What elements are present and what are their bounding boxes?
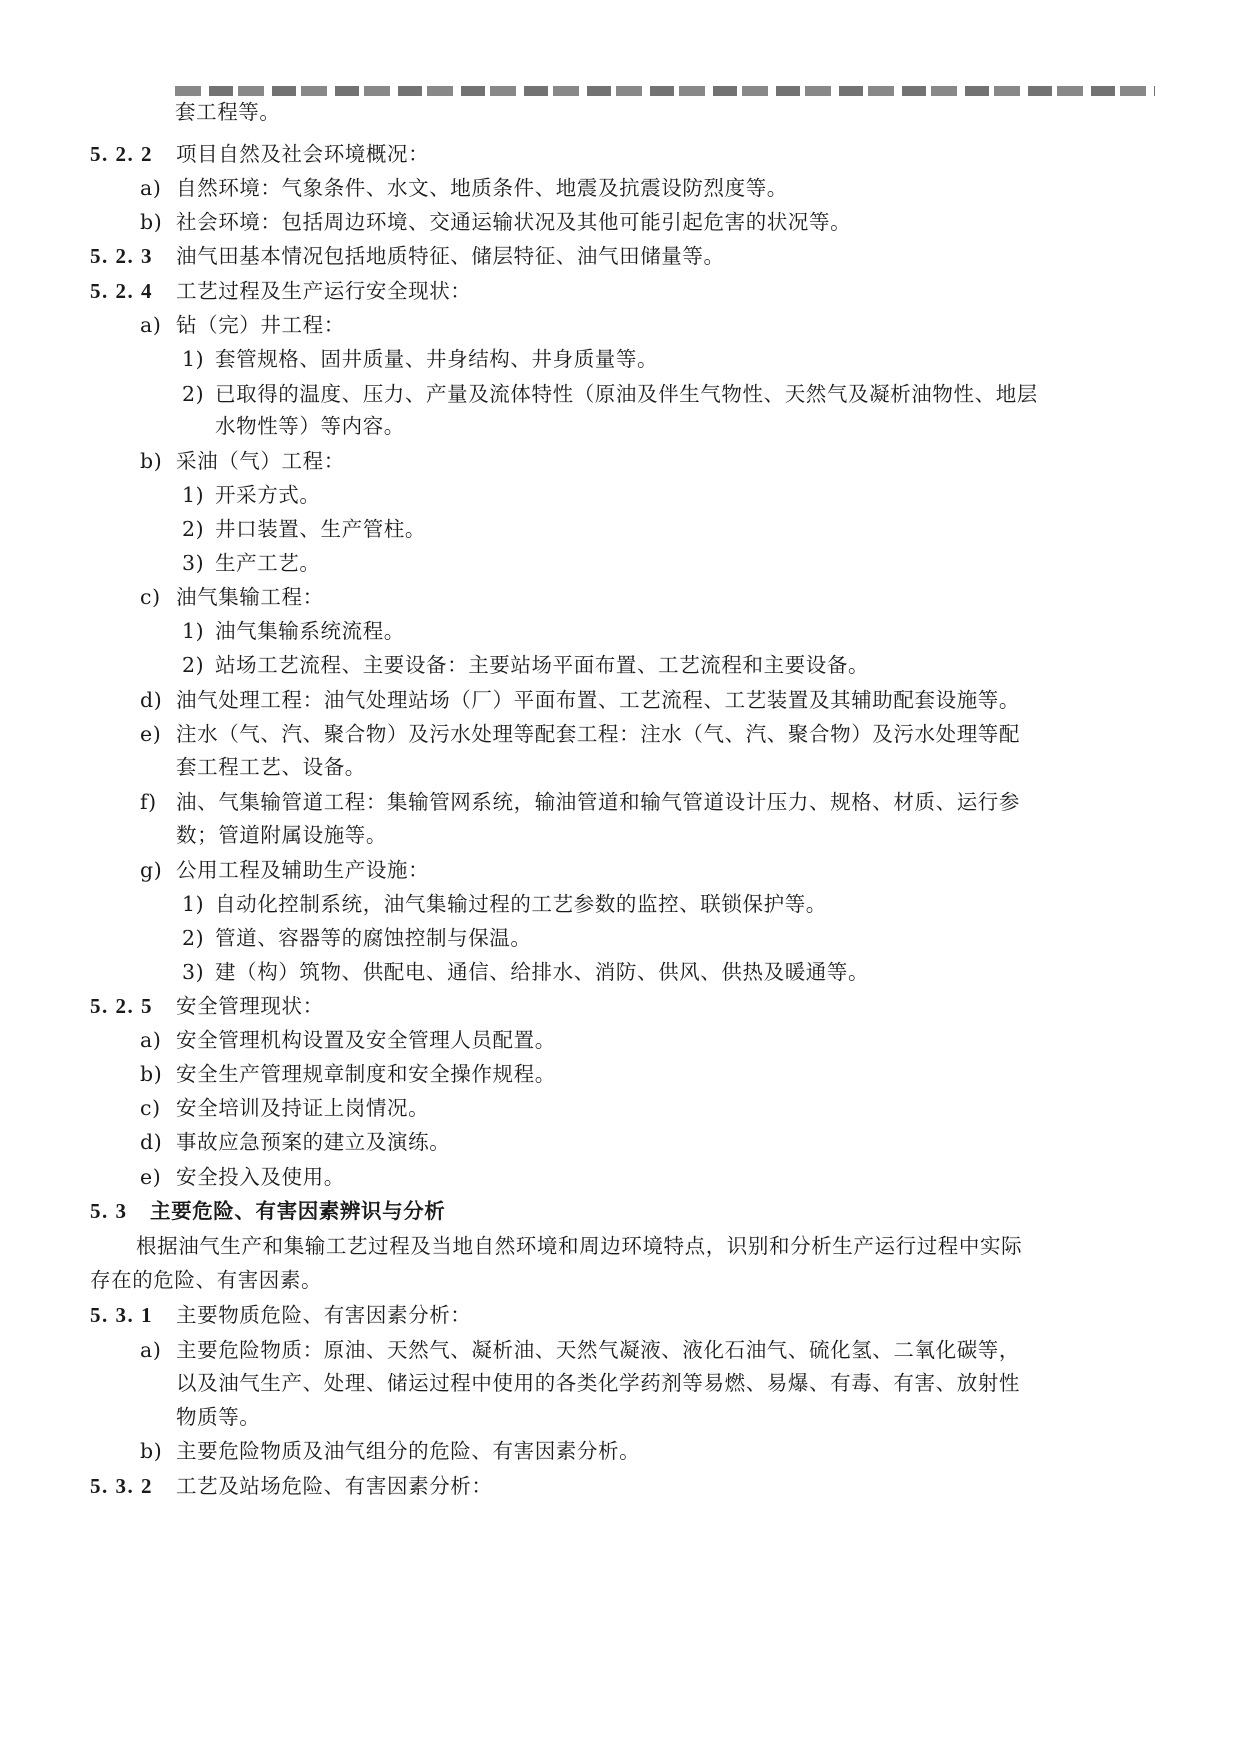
list-text: 站场工艺流程、主要设备：主要站场平面布置、工艺流程和主要设备。 [215,653,870,677]
list-marker: 2) [182,382,205,406]
list-text: 油气集输系统流程。 [215,619,405,643]
list-marker: 3) [182,960,205,984]
list-marker: b) [140,1439,163,1463]
clause-number: 5. 2. 2 [90,142,153,166]
sub-list-item [182,380,1038,408]
list-marker: c) [140,585,161,609]
list-marker: c) [140,1096,161,1120]
list-marker: g) [140,858,163,882]
list-text: 安全培训及持证上岗情况。 [176,1096,430,1120]
list-text: 主要危险物质及油气组分的危险、有害因素分析。 [176,1439,641,1463]
sub-list-item [182,549,321,577]
list-text: 油、气集输管道工程：集输管网系统，输油管道和输气管道设计压力、规格、材质、运行参 [176,790,1020,814]
clause-title: 工艺及站场危险、有害因素分析： [176,1474,493,1498]
paragraph-line: 根据油气生产和集输工艺过程及当地自然环境和周边环境特点，识别和分析生产运行过程中实际 [136,1234,1023,1258]
list-marker: 1) [182,892,205,916]
list-item [140,174,788,202]
clause-number: 5. 2. 4 [90,279,153,303]
clause-heading-5-2-5 [90,992,324,1020]
list-text: 生产工艺。 [215,551,321,575]
clause-title: 安全管理现状： [176,994,324,1018]
list-marker: a) [140,176,162,200]
list-marker: a) [140,1338,162,1362]
list-text: 油气集输工程： [176,585,324,609]
list-marker: 1) [182,347,205,371]
sub-list-item [182,890,827,918]
list-text: 主要危险物质：原油、天然气、凝析油、天然气凝液、液化石油气、硫化氢、二氧化碳等， [176,1338,1020,1362]
list-item [140,311,345,339]
text-line: 数；管道附属设施等。 [176,823,387,847]
list-item [140,583,324,611]
list-text: 已取得的温度、压力、产量及流体特性（原油及伴生气物性、天然气及凝析油物性、地层 [215,382,1038,406]
list-text: 自然环境：气象条件、水文、地质条件、地震及抗震设防烈度等。 [176,176,788,200]
section-heading-5-3 [90,1197,445,1225]
list-text: 开采方式。 [215,483,321,507]
list-text: 安全管理机构设置及安全管理人员配置。 [176,1028,556,1052]
list-text: 井口装置、生产管柱。 [215,517,426,541]
clause-number: 5. 3. 2 [90,1474,153,1498]
text-line: 套工程等。 [175,100,281,124]
list-text: 注水（气、汽、聚合物）及污水处理等配套工程：注水（气、汽、聚合物）及污水处理等配 [176,722,1020,746]
sub-list-item [182,958,869,986]
list-marker: b) [140,449,163,473]
list-marker: d) [140,688,163,712]
list-item [140,1163,345,1191]
list-item [140,1336,1020,1364]
clause-number: 5. 2. 3 [90,244,153,268]
list-text: 建（构）筑物、供配电、通信、给排水、消防、供风、供热及暖通等。 [215,960,870,984]
list-item [140,208,851,236]
clause-title: 油气田基本情况包括地质特征、储层特征、油气田储量等。 [176,244,725,268]
list-item [140,1094,429,1122]
clause-heading-5-2-4 [90,277,471,305]
list-marker: 2) [182,653,205,677]
list-marker: 1) [182,483,205,507]
list-text: 公用工程及辅助生产设施： [176,858,430,882]
list-marker: 3) [182,551,205,575]
list-text: 自动化控制系统，油气集输过程的工艺参数的监控、联锁保护等。 [215,892,827,916]
sub-list-item [182,345,658,373]
list-marker: a) [140,1028,162,1052]
list-text: 安全投入及使用。 [176,1165,345,1189]
list-item [140,1026,556,1054]
list-item [140,1437,640,1465]
sub-list-item [182,481,321,509]
clause-title: 主要物质危险、有害因素分析： [176,1303,472,1327]
list-item [140,1128,450,1156]
clause-number: 5. 3. 1 [90,1303,153,1327]
clause-heading-5-2-3 [90,242,725,270]
list-marker: e) [140,1165,162,1189]
clause-number: 5. 2. 5 [90,994,153,1018]
clause-heading-5-2-2 [90,140,429,168]
list-text: 套管规格、固井质量、井身结构、井身质量等。 [215,347,659,371]
list-item [140,447,345,475]
list-marker: a) [140,313,162,337]
list-marker: f) [140,790,157,814]
list-text: 安全生产管理规章制度和安全操作规程。 [176,1062,556,1086]
clause-title: 项目自然及社会环境概况： [176,142,430,166]
list-item [140,788,1020,816]
list-marker: 1) [182,619,205,643]
sub-list-item [182,515,426,543]
sub-list-item [182,924,532,952]
text-line: 水物性等）等内容。 [215,414,405,438]
list-item [140,856,429,884]
list-marker: e) [140,722,162,746]
text-line: 以及油气生产、处理、储运过程中使用的各类化学药剂等易燃、易爆、有毒、有害、放射性 [176,1371,1020,1395]
list-text: 油气处理工程：油气处理站场（厂）平面布置、工艺流程、工艺装置及其辅助配套设施等。 [176,688,1020,712]
clause-heading-5-3-1 [90,1301,471,1329]
list-marker: 2) [182,926,205,950]
list-text: 事故应急预案的建立及演练。 [176,1130,451,1154]
list-marker: b) [140,210,163,234]
list-text: 钻（完）井工程： [176,313,345,337]
section-number: 5. 3 [90,1199,128,1223]
list-marker: 2) [182,517,205,541]
section-title: 主要危险、有害因素辨识与分析 [150,1199,446,1223]
list-item [140,720,1020,748]
list-text: 管道、容器等的腐蚀控制与保温。 [215,926,532,950]
clause-heading-5-3-2 [90,1472,493,1500]
list-item [140,686,1020,714]
list-text: 社会环境：包括周边环境、交通运输状况及其他可能引起危害的状况等。 [176,210,852,234]
list-marker: b) [140,1062,163,1086]
list-marker: d) [140,1130,163,1154]
list-text: 采油（气）工程： [176,449,345,473]
sub-list-item [182,651,869,679]
sub-list-item [182,617,405,645]
text-line: 套工程工艺、设备。 [176,755,366,779]
clause-title: 工艺过程及生产运行安全现状： [176,279,472,303]
list-item [140,1060,556,1088]
text-line: 物质等。 [176,1405,261,1429]
paragraph-line: 存在的危险、有害因素。 [90,1268,323,1292]
